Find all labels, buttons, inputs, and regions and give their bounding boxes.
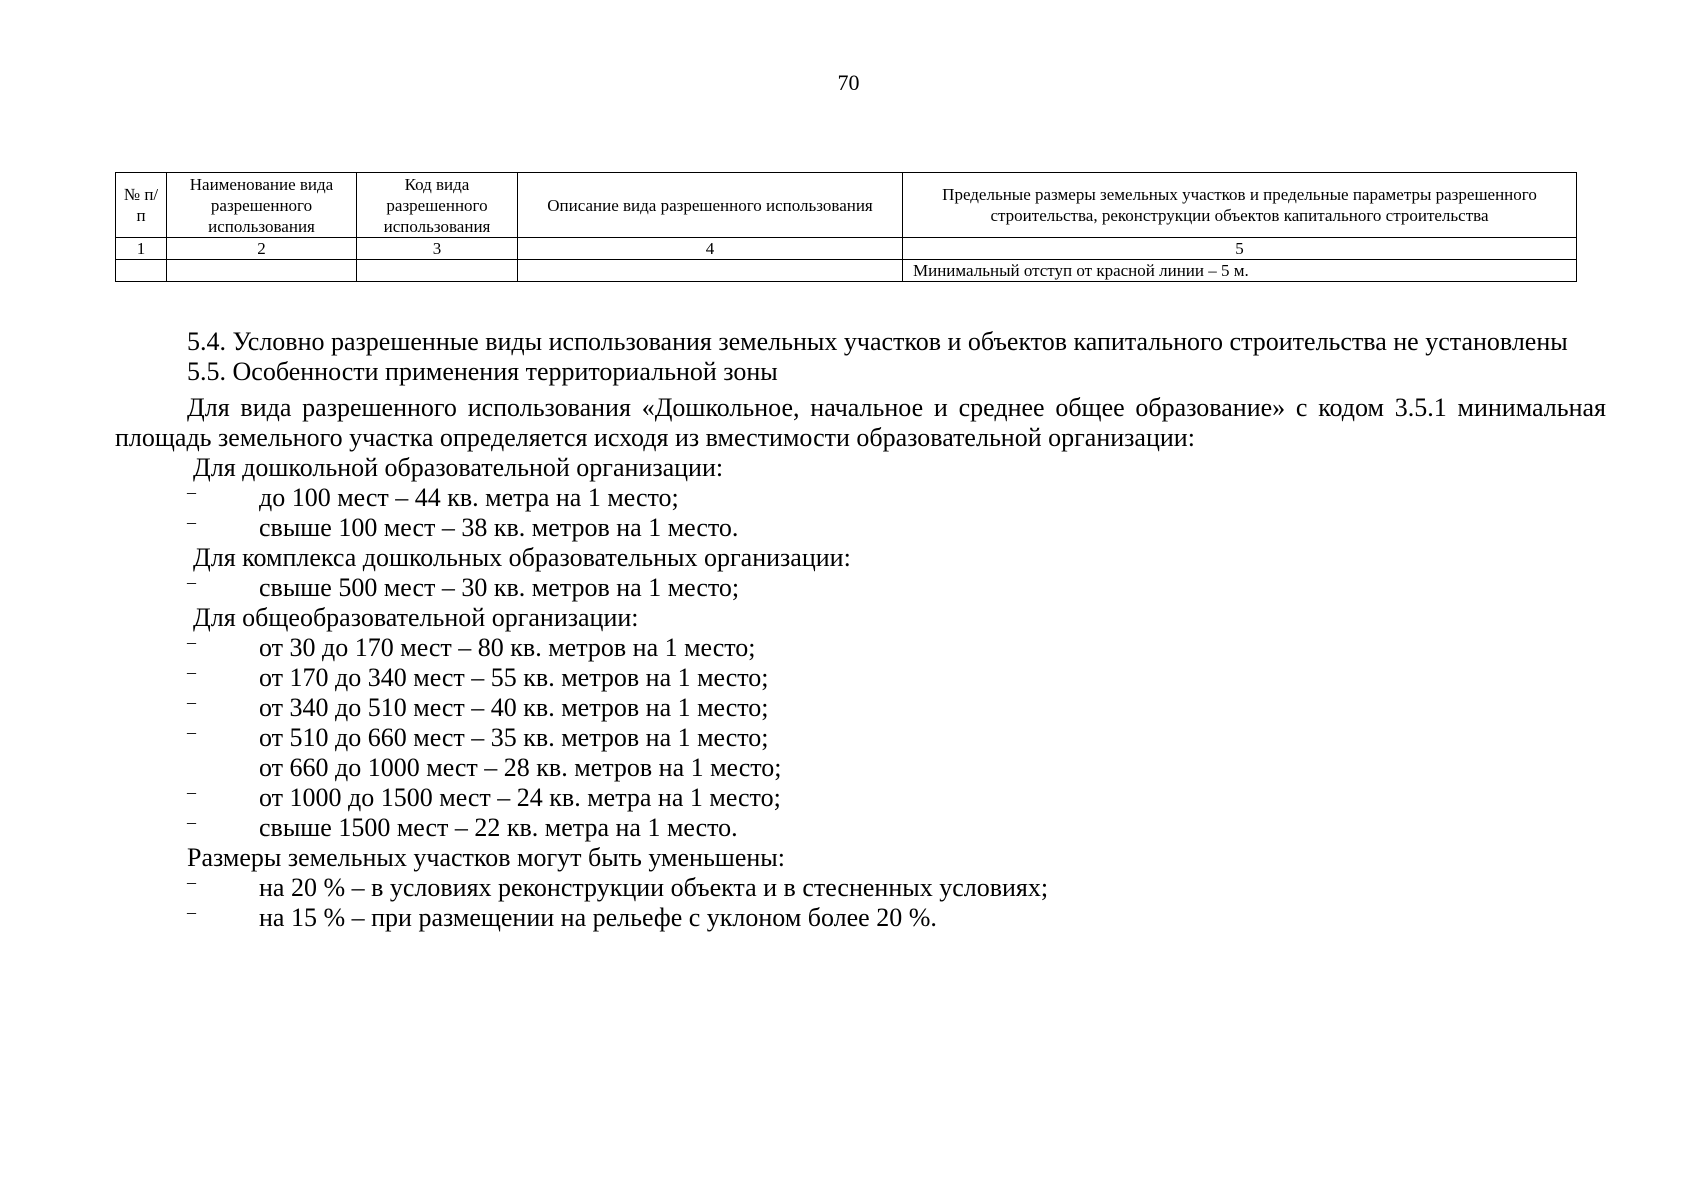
dash-bullet: – <box>187 782 196 802</box>
list-item-text: свыше 500 мест – 30 кв. метров на 1 место; <box>259 573 740 602</box>
dash-bullet: – <box>187 872 196 892</box>
table-header-row <box>116 173 1577 238</box>
header-use-description: Описание вида разрешенного использования <box>518 173 903 238</box>
list-item <box>115 813 1606 843</box>
table-cell <box>167 260 357 282</box>
list-item-text: на 15 % – при размещении на рельефе с уклоном более 20 %. <box>259 903 937 932</box>
list-item-text: от 30 до 170 мест – 80 кв. метров на 1 место; <box>259 633 756 662</box>
list-item <box>115 573 1606 603</box>
dash-bullet: – <box>187 692 196 712</box>
header-use-code: Код вида разрешенного использования <box>357 173 518 238</box>
list-item <box>115 783 1606 813</box>
list-item-text: от 340 до 510 мест – 40 кв. метров на 1 место; <box>259 693 769 722</box>
reduction-label: Размеры земельных участков могут быть уменьшены: <box>187 843 785 872</box>
list-item <box>115 723 1606 753</box>
page-number: 70 <box>837 70 860 95</box>
dash-bullet: – <box>187 632 196 652</box>
list-item <box>115 513 1606 543</box>
table-cell <box>518 260 903 282</box>
list-item-text: от 510 до 660 мест – 35 кв. метров на 1 место; <box>259 723 769 752</box>
list-item-text: свыше 100 мест – 38 кв. метров на 1 место. <box>259 513 739 542</box>
column-number: 4 <box>518 238 903 260</box>
list-item <box>115 663 1606 693</box>
list-item-text: от 170 до 340 мест – 55 кв. метров на 1 место; <box>259 663 769 692</box>
preschool-label: Для дошкольной образовательной организации: <box>193 453 724 482</box>
header-number: № п/п <box>116 173 167 238</box>
table-cell <box>357 260 518 282</box>
list-item-text: от 1000 до 1500 мест – 24 кв. метра на 1 место; <box>259 783 781 812</box>
list-item <box>115 753 1606 783</box>
dash-bullet: – <box>187 512 196 532</box>
list-item-text: от 660 до 1000 мест – 28 кв. метров на 1 место; <box>259 753 782 782</box>
column-number-row <box>116 238 1577 260</box>
list-item <box>115 873 1606 903</box>
table-cell <box>116 260 167 282</box>
list-item-text: на 20 % – в условиях реконструкции объекта и в стесненных условиях; <box>259 873 1049 902</box>
dash-bullet: – <box>187 722 196 742</box>
column-number: 3 <box>357 238 518 260</box>
dash-bullet: – <box>187 902 196 922</box>
regulations-table <box>115 172 1577 282</box>
list-item <box>115 483 1606 513</box>
school-label: Для общеобразовательной организации: <box>193 603 639 632</box>
intro-paragraph: Для вида разрешенного использования «Дошкольное, начальное и среднее общее образование» с кодом 3.5.1 минимальная площадь земельного участка определяется исходя из вместимости образовательной организации: <box>115 393 1606 452</box>
dash-bullet: – <box>187 662 196 682</box>
complex-label: Для комплекса дошкольных образовательных организации: <box>193 543 851 572</box>
dash-bullet: – <box>187 812 196 832</box>
column-number: 1 <box>116 238 167 260</box>
table-cell: Минимальный отступ от красной линии – 5 м. <box>903 260 1577 282</box>
document-body <box>115 327 1606 933</box>
header-use-name: Наименование вида разрешенного использования <box>167 173 357 238</box>
list-item-text: до 100 мест – 44 кв. метра на 1 место; <box>259 483 679 512</box>
dash-bullet: – <box>187 482 196 502</box>
list-item-text: свыше 1500 мест – 22 кв. метра на 1 место. <box>259 813 738 842</box>
table-row <box>116 260 1577 282</box>
section-5-4: 5.4. Условно разрешенные виды использования земельных участков и объектов капитального строительства не установлены <box>187 327 1568 356</box>
list-item <box>115 903 1606 933</box>
dash-bullet: – <box>187 572 196 592</box>
section-5-5-heading: 5.5. Особенности применения территориальной зоны <box>187 357 778 386</box>
list-item <box>115 633 1606 663</box>
column-number: 2 <box>167 238 357 260</box>
column-number: 5 <box>903 238 1577 260</box>
header-limit-parameters: Предельные размеры земельных участков и предельные параметры разрешенного строительства, реконструкции объектов капитального строительства <box>903 173 1577 238</box>
list-item <box>115 693 1606 723</box>
